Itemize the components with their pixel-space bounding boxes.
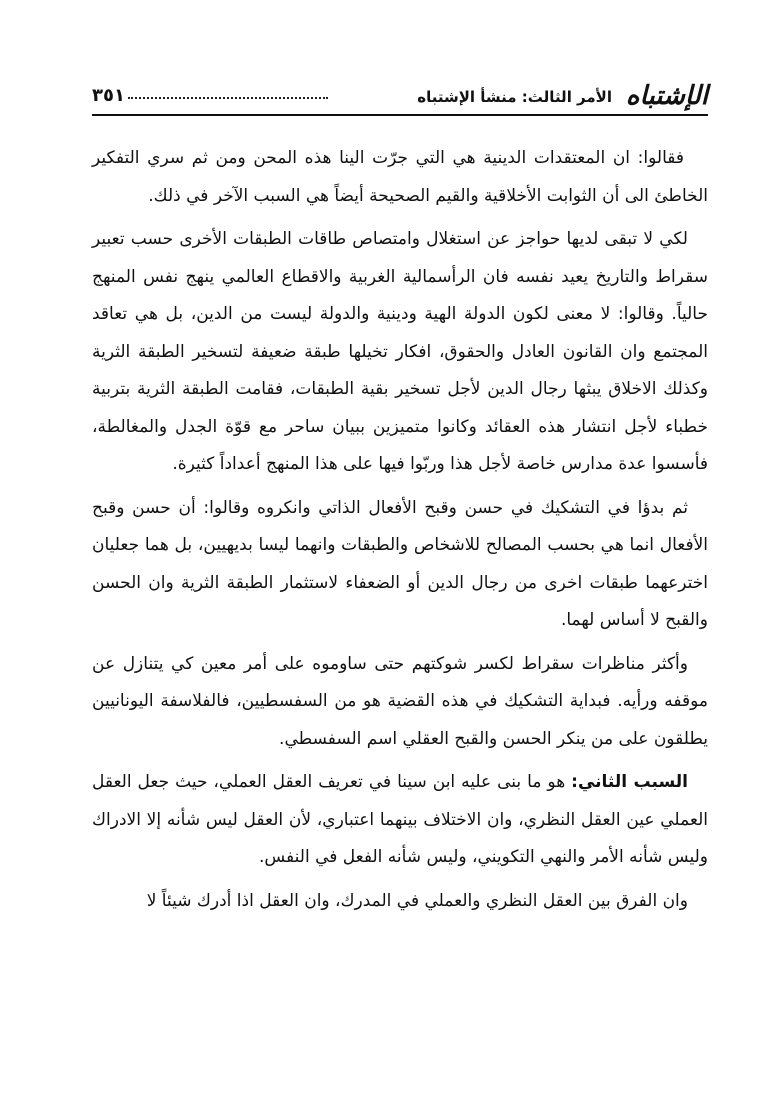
paragraph-2 [92, 221, 708, 484]
header-dot-leader [128, 97, 328, 99]
paragraph-5 [92, 764, 708, 877]
chapter-title: الأمر الثالث: منشأ الإشتباه [417, 88, 612, 106]
paragraph-text: هو ما بنى عليه ابن سينا في تعريف العقل العملي، حيث جعل العقل العملي عين العقل النظري، وان الاختلاف بينهما اعتباري، لأن العقل ليس شأنه إلا الادراك وليس شأنه الأمر والنهي التكويني، وليس شأنه الفعل في النفس. [92, 772, 708, 867]
section-label: السبب الثاني: [571, 772, 688, 792]
body-text [92, 140, 708, 926]
paragraph-text: وأكثر مناظرات سقراط لكسر شوكتهم حتى ساوموه على أمر معين كي يتنازل عن موقفه ورأيه. فبداية التشكيك في هذه القضية هو من السفسطيين، فالفلاسفة اليونانيين يطلقون على من ينكر الحسن والقبح العقلي اسم السفسطي. [92, 653, 708, 749]
page-number: ٣٥١ [92, 85, 125, 106]
paragraph-6 [92, 883, 708, 921]
paragraph-text: وان الفرق بين العقل النظري والعملي في المدرك، وان العقل اذا أدرك شيئاً لا [146, 890, 688, 911]
page-header [92, 76, 708, 116]
paragraph-3 [92, 490, 708, 640]
paragraph-1 [92, 140, 708, 215]
paragraph-text: ثم بدؤا في التشكيك في حسن وقبح الأفعال الذاتي وانكروه وقالوا: أن حسن وقبح الأفعال انما هي بحسب المصالح للاشخاص والطبقات وانهما ليسا بديهيين، بل هما جعليان اخترعهما طبقات اخرى من رجال الدين أو الضعفاء لاستثمار الطبقة الثرية وان الحسن والقبح لا أساس لهما. [92, 497, 708, 630]
paragraph-text: فقالوا: ان المعتقدات الدينية هي التي جرّت الينا هذه المحن ومن ثم سري التفكير الخاطئ الى أن الثوابت الأخلاقية والقيم الصحيحة أيضاً هي السبب الآخر في ذلك. [92, 148, 708, 206]
book-logo: الإشتباه [625, 81, 708, 111]
paragraph-text: لكي لا تبقى لديها حواجز عن استغلال وامتصاص طاقات الطبقات الأخرى حسب تعبير سقراط والتاريخ يعيد نفسه فان الرأسمالية الغربية والاقطاع العالمي ينهج نفس المنهج حالياً. وقالوا: لا معنى لكون الدولة الهية ودينية والدولة ليست من الدين، بل هي تعاقد المجتمع وان القانون العادل والحقوق، افكار تخيلها طبقة ضعيفة لتسخير الطبقة الثرية وكذلك الاخلاق يبثها رجال الدين لأجل تسخير بقية الطبقات، فقامت الطبقة الثرية بتربية خطباء لأجل انتشار هذه العقائد وكانوا متميزين ببيان ساحر مع قوّة الجدل والمغالطة، فأسسوا عدة مدارس خاصة لأجل هذا وربّوا فيها على هذا المنهج أعداداً كثيرة. [92, 229, 708, 474]
paragraph-4 [92, 646, 708, 759]
header-divider [92, 114, 708, 116]
